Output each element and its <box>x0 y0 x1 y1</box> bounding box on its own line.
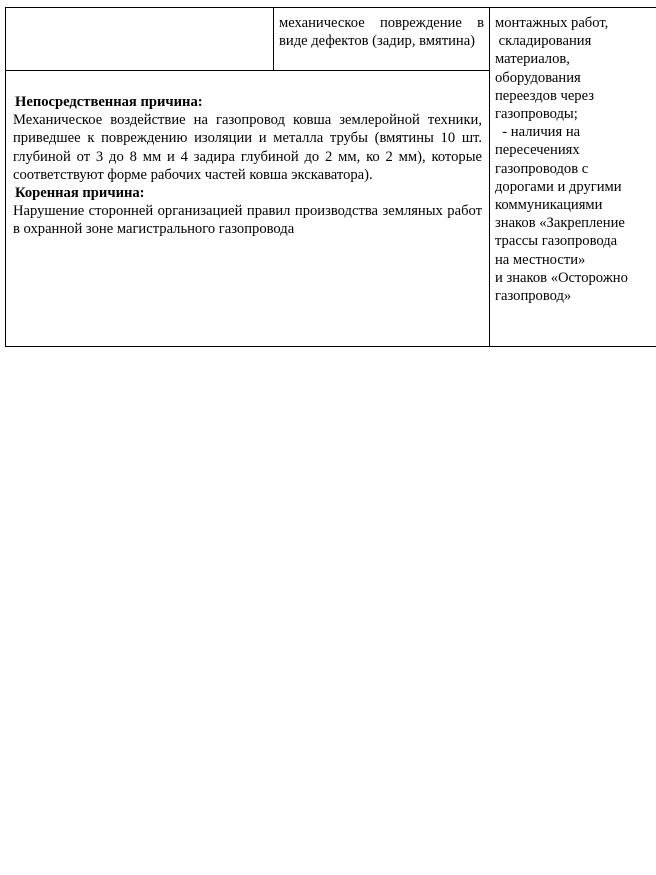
table-cell-empty <box>6 8 274 71</box>
incident-table <box>5 7 656 347</box>
measures-line: складирования <box>495 33 592 50</box>
measures-line: знаков «Закрепление <box>495 215 625 232</box>
measures-line: переездов через <box>495 87 595 104</box>
measures-line: - наличия на <box>495 124 581 141</box>
measures-line: оборудования <box>495 69 581 86</box>
measures-line: материалов, <box>495 51 570 68</box>
measures-line: газопроводов с <box>495 160 589 177</box>
table-cell-measures <box>490 8 656 347</box>
measures-line: дорогами и другими <box>495 178 622 195</box>
table-row <box>6 8 656 71</box>
measures-line: газопроводы; <box>495 106 578 123</box>
measures-line: и знаков «Осторожно <box>495 269 628 286</box>
immediate-cause-text: Механическое воздействие на газопровод ковша землеройной техники, приведшее к повреждению изоляции и металла трубы (вмятины 10 шт. глубиной от 3 до 8 мм и 4 задира глубиной до 2 мм, ко 2 мм), которые соответствуют форме рабочих частей ковша экскаватора). <box>13 112 482 183</box>
measures-line: монтажных работ, <box>495 15 609 31</box>
root-cause-heading: Коренная причина: <box>15 185 145 202</box>
measures-line: трассы газопровода <box>495 233 618 250</box>
measures-line: коммуникациями <box>495 197 603 214</box>
table-cell-damage-description <box>274 8 490 71</box>
root-cause-text: Нарушение сторонней организацией правил производства земляных работ в охранной зоне магистрального газопровода <box>13 203 482 238</box>
damage-description-text: механическое повреждение в виде дефектов (задир, вмятина) <box>279 15 484 50</box>
measures-line: газопровод» <box>495 288 572 305</box>
measures-line: на местности» <box>495 251 586 268</box>
immediate-cause-heading: Непосредственная причина: <box>15 94 203 110</box>
measures-line: пересечениях <box>495 142 580 159</box>
table-cell-causes <box>6 71 490 347</box>
